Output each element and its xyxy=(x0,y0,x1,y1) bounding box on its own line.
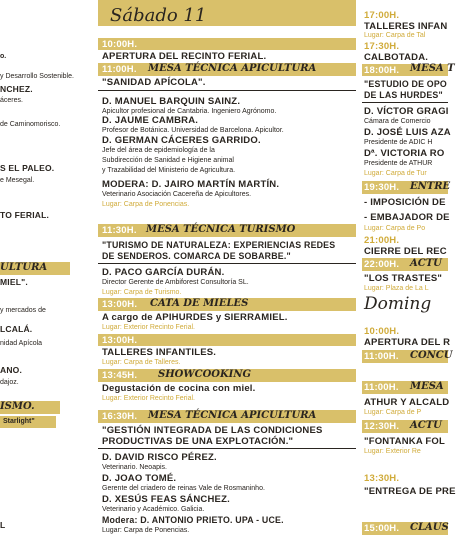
event-title: Degustación de cocina con miel. xyxy=(102,383,256,394)
left-text: y Desarrollo Sostenible. xyxy=(0,73,74,80)
divider xyxy=(98,448,356,449)
day-title: Sábado 11 xyxy=(110,5,207,26)
event-title: - IMPOSICIÓN DE xyxy=(364,197,446,208)
event-title: APERTURA DEL R xyxy=(364,337,451,348)
left-text: nidad Apícola xyxy=(0,340,43,347)
day-title: Doming xyxy=(364,294,432,314)
event-title: TALLERES INFANTILES. xyxy=(102,347,217,358)
speaker-name: D. JOSÉ LUIS AZA xyxy=(364,127,451,138)
speaker-name: D. PACO GARCÍA DURÁN. xyxy=(102,267,225,278)
time-label: 17:00H. xyxy=(364,10,400,21)
event-title: APERTURA DEL RECINTO FERIAL. xyxy=(102,51,267,62)
event-title: PRODUCTIVAS DE UNA EXPLOTACIÓN." xyxy=(102,436,294,447)
speaker-name: D. XESÚS FEAS SÁNCHEZ. xyxy=(102,494,230,505)
speaker-role: Director Gerente de Ambiforest Consultoría SL. xyxy=(102,279,249,286)
speaker-role: Jefe del área de epidemiología de la xyxy=(102,147,215,154)
left-text: y mercados de xyxy=(0,307,46,314)
left-text: e Mesegal. xyxy=(0,177,35,184)
event-title: CALBOTADA. xyxy=(364,52,429,63)
time-label: 13:00H. xyxy=(102,335,138,346)
section-title: CLAUS xyxy=(410,522,449,533)
event-title: TALLERES INFAN xyxy=(364,21,448,32)
time-label: 13:30H. xyxy=(364,473,400,484)
left-column xyxy=(0,0,98,560)
left-text: áceres. xyxy=(0,97,23,104)
moderator-name: MODERA: D. JAIRO MARTÍN MARTÍN. xyxy=(102,179,280,190)
time-label: 11:00H. xyxy=(364,351,399,362)
section-title: MESA xyxy=(410,381,444,392)
event-title: "FONTANKA FOL xyxy=(364,436,445,447)
speaker-name: D. VÍCTOR GRAGI xyxy=(364,106,449,117)
event-title: "ESTUDIO DE OPO xyxy=(364,79,447,89)
left-text: MIEL". xyxy=(0,277,28,287)
left-text: LCALÁ. xyxy=(0,324,33,334)
left-text: ULTURA xyxy=(0,262,48,273)
speaker-role: Profesor de Botánica. Universidad de Barcelona. Apicultor. xyxy=(102,127,284,134)
event-title: A cargo de APIHURDES y SIERRAMIEL. xyxy=(102,312,288,323)
venue: Lugar: Carpa de P xyxy=(364,409,422,416)
speaker-role: Presidente de ATHUR xyxy=(364,160,433,167)
speaker-name: D. JAUME CAMBRA. xyxy=(102,115,199,126)
event-title: "TURISMO DE NATURALEZA: EXPERIENCIAS REDES xyxy=(102,240,336,250)
section-title: MESA TÉCNICA APICULTURA xyxy=(148,410,317,421)
time-label: 19:30H. xyxy=(364,182,400,193)
speaker-name: Dª. VICTORIA RO xyxy=(364,148,445,159)
time-label: 18:00H. xyxy=(364,65,400,76)
left-text: dajoz. xyxy=(0,379,19,386)
event-title: ATHUR Y ALCALD xyxy=(364,397,450,408)
section-title: ACTU xyxy=(410,258,442,269)
speaker-name: D. GERMAN CÁCERES GARRIDO. xyxy=(102,135,261,146)
venue: Lugar: Carpa de Po xyxy=(364,225,426,232)
section-title: SHOWCOOKING xyxy=(158,369,252,380)
event-title: CIERRE DEL REC xyxy=(364,246,447,257)
divider xyxy=(362,102,448,103)
time-label: 21:00H. xyxy=(364,235,400,246)
speaker-name: D. JOAO TOMÉ. xyxy=(102,473,177,484)
left-text: ISMO. xyxy=(0,401,35,412)
time-label: 10:00H. xyxy=(364,326,400,337)
time-label: 22:00H. xyxy=(364,259,400,270)
speaker-role: y Trazabilidad del Ministerio de Agricultura. xyxy=(102,167,236,174)
divider xyxy=(98,263,356,264)
time-label: 10:00H. xyxy=(102,39,138,50)
left-text: L xyxy=(0,520,6,530)
speaker-role: Gerente del criadero de reinas Vale de Rosmaninho. xyxy=(102,485,265,492)
left-text: ANO. xyxy=(0,365,23,375)
divider xyxy=(98,90,356,91)
section-title: CONCU xyxy=(410,350,453,361)
event-title: "GESTIÓN INTEGRADA DE LAS CONDICIONES xyxy=(102,425,323,436)
speaker-role: Subdirección de Sanidad e Higiene animal xyxy=(102,157,234,164)
venue: Lugar: Carpa de Tal xyxy=(364,32,426,39)
section-title: ENTRE xyxy=(410,181,451,192)
left-text: o. xyxy=(0,53,7,60)
saturday-column xyxy=(98,0,356,560)
time-label: 13:45H. xyxy=(102,370,138,381)
time-label: 17:30H. xyxy=(364,41,400,52)
speaker-role: Presidente de ADIC H xyxy=(364,139,433,146)
speaker-role: Apicultor profesional de Cantabria. Ingeniero Agrónomo. xyxy=(102,108,277,115)
time-label: 13:00H. xyxy=(102,299,138,310)
venue: Lugar: Exterior Re xyxy=(364,448,421,455)
section-title: CATA DE MIELES xyxy=(150,298,249,309)
moderator-name: Modera: D. ANTONIO PRIETO. UPA - UCE. xyxy=(102,515,284,525)
time-label: 15:00H. xyxy=(364,523,400,534)
venue: Lugar: Plaza de La L xyxy=(364,285,429,292)
event-title: DE LAS HURDES" xyxy=(364,90,443,100)
left-text: S EL PALEO. xyxy=(0,163,55,173)
sunday-column xyxy=(356,0,456,560)
venue: Lugar: Exterior Recinto Ferial. xyxy=(102,395,195,402)
left-text: TO FERIAL. xyxy=(0,210,50,220)
speaker-name: D. MANUEL BARQUIN SAINZ. xyxy=(102,96,241,107)
event-title: "ENTREGA DE PRE xyxy=(364,486,456,497)
venue: Lugar: Carpa de Ponencias. xyxy=(102,527,190,534)
section-title: MESA TÉCNICA APICULTURA xyxy=(148,63,317,74)
time-label: 12:30H. xyxy=(364,421,400,432)
speaker-role: Veterinario. Neoapis. xyxy=(102,464,167,471)
left-text: de Caminomorisco. xyxy=(0,121,61,128)
venue: Lugar: Carpa de Talleres. xyxy=(102,359,181,366)
event-title: DE SENDEROS. COMARCA DE SOBARBE." xyxy=(102,251,291,261)
venue: Lugar: Carpa de Ponencias. xyxy=(102,201,190,208)
speaker-role: Veterinario y Académico. Galicia. xyxy=(102,506,205,513)
venue: Lugar: Carpa de Turismo. xyxy=(102,289,182,296)
venue: Lugar: Exterior Recinto Ferial. xyxy=(102,324,195,331)
time-label: 16:30H. xyxy=(102,411,138,422)
speaker-name: D. DAVID RISCO PÉREZ. xyxy=(102,452,217,463)
time-label: 11:00H. xyxy=(364,382,399,393)
section-title: ACTU xyxy=(410,420,442,431)
event-title: - EMBAJADOR DE xyxy=(364,212,450,223)
time-label: 11:30H. xyxy=(102,225,137,236)
section-title: MESA T xyxy=(410,63,455,74)
venue: Lugar: Carpa de Tur xyxy=(364,170,427,177)
event-title: "LOS TRASTES" xyxy=(364,273,443,284)
left-text: NCHEZ. xyxy=(0,84,33,94)
left-text: Starlight" xyxy=(3,418,35,425)
section-title: MESA TÉCNICA TURISMO xyxy=(146,224,296,235)
time-label: 11:00H. xyxy=(102,64,137,75)
speaker-role: Cámara de Comercio xyxy=(364,118,431,125)
speaker-role: Veterinario Asociación Cacereña de Apicultores. xyxy=(102,191,252,198)
event-title: "SANIDAD APÍCOLA". xyxy=(102,77,206,88)
